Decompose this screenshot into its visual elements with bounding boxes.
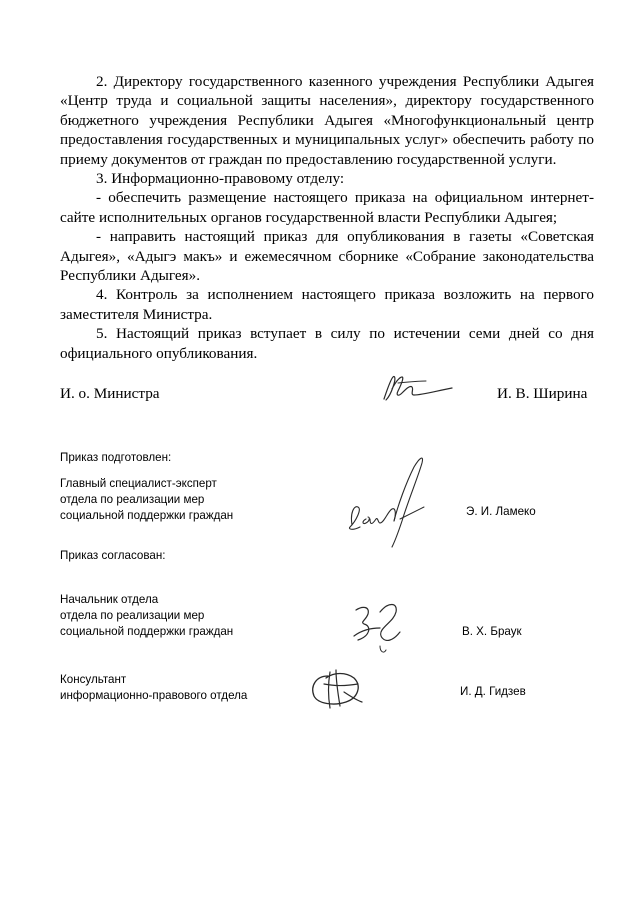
paragraph-2: 2. Директору государственного казенного учреждения Республики Адыгея «Центр труда и социальной защиты населения», директору государственного бюджетного учреждения Республики Адыгея «Многофункциональный центр предоставления государственных и муниципальных услуг» обеспечить работу по приему документов от граждан по предоставлению государственной услуги. [60,73,594,168]
agreed-signature-1 [350,598,410,660]
agreed-name-1: В. Х. Браук [462,625,522,638]
agreed-position-line: отдела по реализации мер [60,609,205,622]
minister-title: И. о. Министра [60,385,160,402]
minister-signature-row [60,385,594,407]
paragraph-4: 4. Контроль за исполнением настоящего приказа возложить на первого заместителя Министра. [60,286,594,323]
prepared-signature [342,455,442,550]
order-body [60,72,594,363]
prepared-position-line: Главный специалист-эксперт [60,477,217,490]
paragraph-5: 5. Настоящий приказ вступает в силу по истечении семи дней со дня официального опубликования. [60,325,594,362]
paragraph-3-item-website: - обеспечить размещение настоящего приказа на официальном интернет-сайте исполнительных органов государственной власти Республики Адыгея; [60,189,594,226]
agreed-position-1 [60,592,233,640]
agreed-signature-2 [306,664,370,712]
prepared-heading: Приказ подготовлен: [60,451,172,464]
prepared-position-line: социальной поддержки граждан [60,509,234,522]
prepared-position [60,476,233,524]
prepared-name: Э. И. Ламеко [466,505,536,518]
paragraph-3-item-publication: - направить настоящий приказ для опубликования в газеты «Советская Адыгея», «Адыгэ макъ» и ежемесячном сборнике «Собрание законодательства Республики Адыгея». [60,228,594,285]
agreed-name-2: И. Д. Гидзев [460,685,526,698]
paragraph-3: 3. Информационно-правовому отделу: [96,170,345,188]
minister-name: И. В. Ширина [497,385,588,402]
minister-signature [378,373,458,412]
agreed-position-line: социальной поддержки граждан [60,625,234,638]
agreed-position-line: Начальник отдела [60,593,159,606]
agreed-position-line: информационно-правового отдела [60,689,248,702]
agreed-position-line: Консультант [60,673,127,686]
agreed-position-2 [60,672,247,704]
agreed-heading: Приказ согласован: [60,549,166,562]
prepared-position-line: отдела по реализации мер [60,493,205,506]
